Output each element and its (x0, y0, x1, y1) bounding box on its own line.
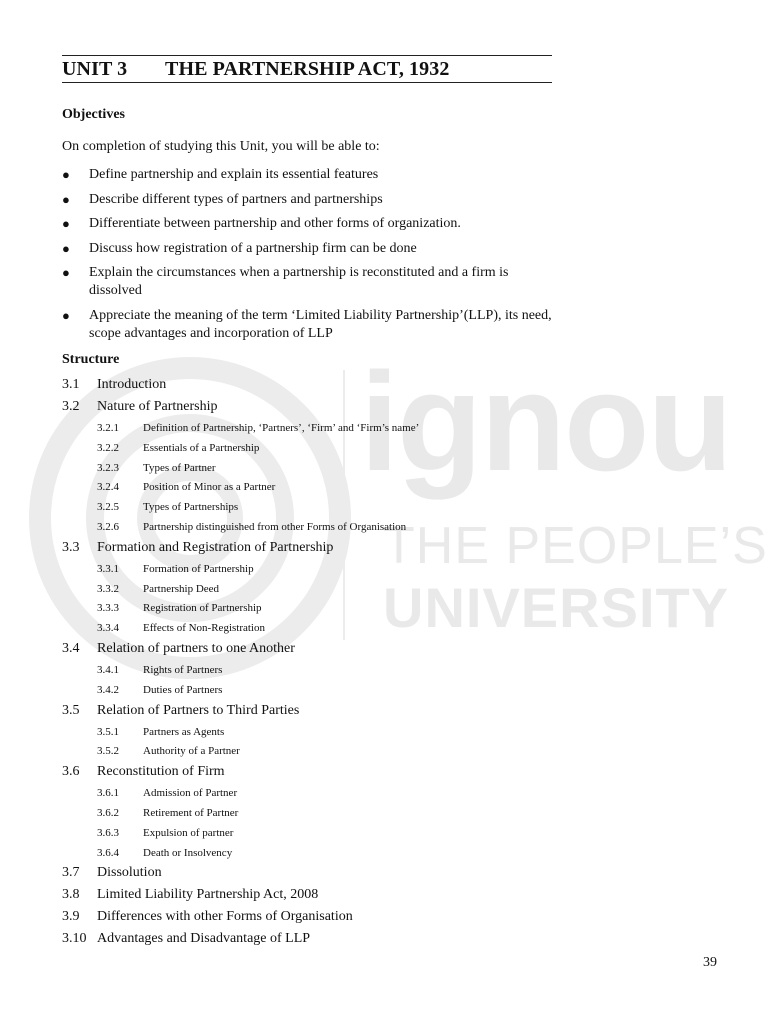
unit-title-bar (62, 55, 552, 83)
objective-text: Explain the circumstances when a partnership is reconstituted and a firm is dissolved (89, 265, 509, 298)
toc-title: Limited Liability Partnership Act, 2008 (97, 887, 319, 903)
toc-subsection (62, 440, 622, 460)
toc-subsection (62, 682, 622, 702)
toc-number: 3.6 (62, 764, 80, 780)
objective-text: Differentiate between partnership and other forms of organization. (89, 216, 461, 231)
structure-heading: Structure (62, 352, 120, 367)
objectives-intro: On completion of studying this Unit, you will be able to: (62, 139, 380, 154)
toc-title: Death or Insolvency (143, 846, 233, 859)
toc-title: Types of Partner (143, 461, 216, 474)
unit-number: UNIT 3 (62, 58, 128, 80)
toc-number: 3.3.1 (97, 562, 119, 575)
toc-number: 3.2.3 (97, 461, 119, 474)
toc-subsection (62, 845, 622, 865)
toc-number: 3.6.2 (97, 806, 119, 819)
toc-title: Effects of Non-Registration (143, 622, 265, 635)
toc-number: 3.2.4 (97, 481, 119, 494)
objective-item (62, 215, 552, 233)
watermark-brand: ignou (360, 343, 731, 500)
bullet-icon: ● (62, 307, 70, 323)
toc-number: 3.4 (62, 640, 80, 656)
objective-item (62, 264, 552, 300)
watermark-tagline-line1: THE PEOPLE’S (383, 517, 768, 575)
toc-number: 3.6.4 (97, 846, 119, 859)
toc-section (62, 702, 622, 724)
toc-subsection (62, 662, 622, 682)
objective-item (62, 307, 552, 343)
structure-toc (62, 376, 622, 952)
toc-number: 3.3 (62, 539, 80, 555)
toc-subsection (62, 561, 622, 581)
toc-title: Admission of Partner (143, 787, 238, 800)
toc-subsection (62, 581, 622, 601)
bullet-icon: ● (62, 167, 70, 182)
objective-item (62, 191, 552, 209)
toc-number: 3.9 (62, 909, 80, 925)
toc-title: Types of Partnerships (143, 501, 239, 514)
toc-section (62, 930, 622, 952)
toc-subsection (62, 724, 622, 744)
toc-title: Dissolution (97, 865, 162, 881)
toc-subsection (62, 825, 622, 845)
watermark-tagline-line2: UNIVERSITY (383, 576, 730, 639)
toc-number: 3.2.1 (97, 422, 119, 434)
toc-subsection (62, 620, 622, 640)
toc-number: 3.5.1 (97, 725, 119, 738)
toc-subsection (62, 479, 622, 499)
toc-number: 3.2.6 (97, 520, 119, 533)
toc-title: Introduction (97, 377, 167, 392)
toc-title: Differences with other Forms of Organisation (97, 909, 353, 925)
unit-title: THE PARTNERSHIP ACT, 1932 (165, 58, 450, 80)
page-number: 39 (703, 955, 717, 970)
toc-number: 3.3.4 (97, 622, 119, 635)
toc-title: Duties of Partners (143, 683, 223, 696)
bullet-icon: ● (62, 191, 70, 207)
toc-number: 3.6.3 (97, 826, 119, 839)
toc-subsection (62, 499, 622, 519)
toc-number: 3.6.1 (97, 787, 119, 800)
toc-title: Expulsion of partner (143, 826, 234, 839)
toc-subsection (62, 785, 622, 805)
toc-title: Retirement of Partner (143, 806, 239, 819)
toc-section (62, 763, 622, 785)
objective-text: Discuss how registration of a partnership firm can be done (89, 240, 417, 256)
toc-section (62, 886, 622, 908)
toc-title: Position of Minor as a Partner (143, 481, 276, 494)
bullet-icon: ● (62, 216, 70, 231)
toc-title: Registration of Partnership (143, 602, 262, 615)
toc-section (62, 539, 622, 561)
toc-number: 3.4.2 (97, 683, 119, 696)
toc-section (62, 376, 622, 398)
toc-number: 3.5.2 (97, 745, 119, 758)
objective-item (62, 166, 552, 184)
toc-number: 3.4.1 (97, 663, 119, 676)
objective-text: Define partnership and explain its essential features (89, 167, 379, 182)
bullet-icon: ● (62, 265, 70, 280)
toc-section (62, 398, 622, 420)
toc-number: 3.3.3 (97, 602, 119, 615)
toc-section (62, 908, 622, 930)
objective-text: Describe different types of partners and partnerships (89, 191, 383, 207)
toc-number: 3.2.5 (97, 501, 119, 514)
toc-number: 3.8 (62, 887, 80, 903)
toc-title: Partners as Agents (143, 725, 225, 738)
toc-title: Partnership Deed (143, 582, 220, 595)
toc-number: 3.3.2 (97, 582, 119, 595)
objective-item (62, 240, 552, 258)
toc-title: Relation of Partners to Third Parties (97, 702, 300, 718)
objectives-heading: Objectives (62, 107, 125, 122)
bullet-icon: ● (62, 240, 70, 256)
toc-section (62, 640, 622, 662)
toc-title: Formation and Registration of Partnership (97, 539, 334, 555)
objectives-list (62, 166, 552, 349)
toc-subsection (62, 460, 622, 480)
toc-number: 3.7 (62, 865, 80, 881)
toc-title: Rights of Partners (143, 663, 223, 676)
toc-title: Partnership distinguished from other Forms of Organisation (143, 520, 407, 533)
toc-section (62, 864, 622, 886)
toc-title: Formation of Partnership (143, 562, 254, 575)
toc-number: 3.5 (62, 702, 80, 718)
toc-title: Advantages and Disadvantage of LLP (97, 931, 311, 947)
toc-title: Reconstitution of Firm (97, 764, 225, 780)
toc-number: 3.1 (62, 377, 80, 392)
toc-subsection (62, 805, 622, 825)
toc-title: Relation of partners to one Another (97, 640, 295, 656)
toc-subsection (62, 519, 622, 539)
toc-subsection (62, 600, 622, 620)
toc-title: Authority of a Partner (143, 745, 240, 758)
toc-title: Definition of Partnership, ‘Partners’, ‘Firm’ and ‘Firm’s name’ (143, 422, 420, 434)
toc-number: 3.10 (62, 931, 87, 947)
objective-text: Appreciate the meaning of the term ‘Limited Liability Partnership’(LLP), its need, scope advantages and incorporation of LLP (89, 307, 552, 341)
toc-subsection (62, 420, 622, 440)
toc-subsection (62, 743, 622, 763)
toc-title: Nature of Partnership (97, 399, 218, 414)
toc-title: Essentials of a Partnership (143, 441, 260, 454)
toc-number: 3.2.2 (97, 441, 119, 454)
toc-number: 3.2 (62, 399, 80, 414)
